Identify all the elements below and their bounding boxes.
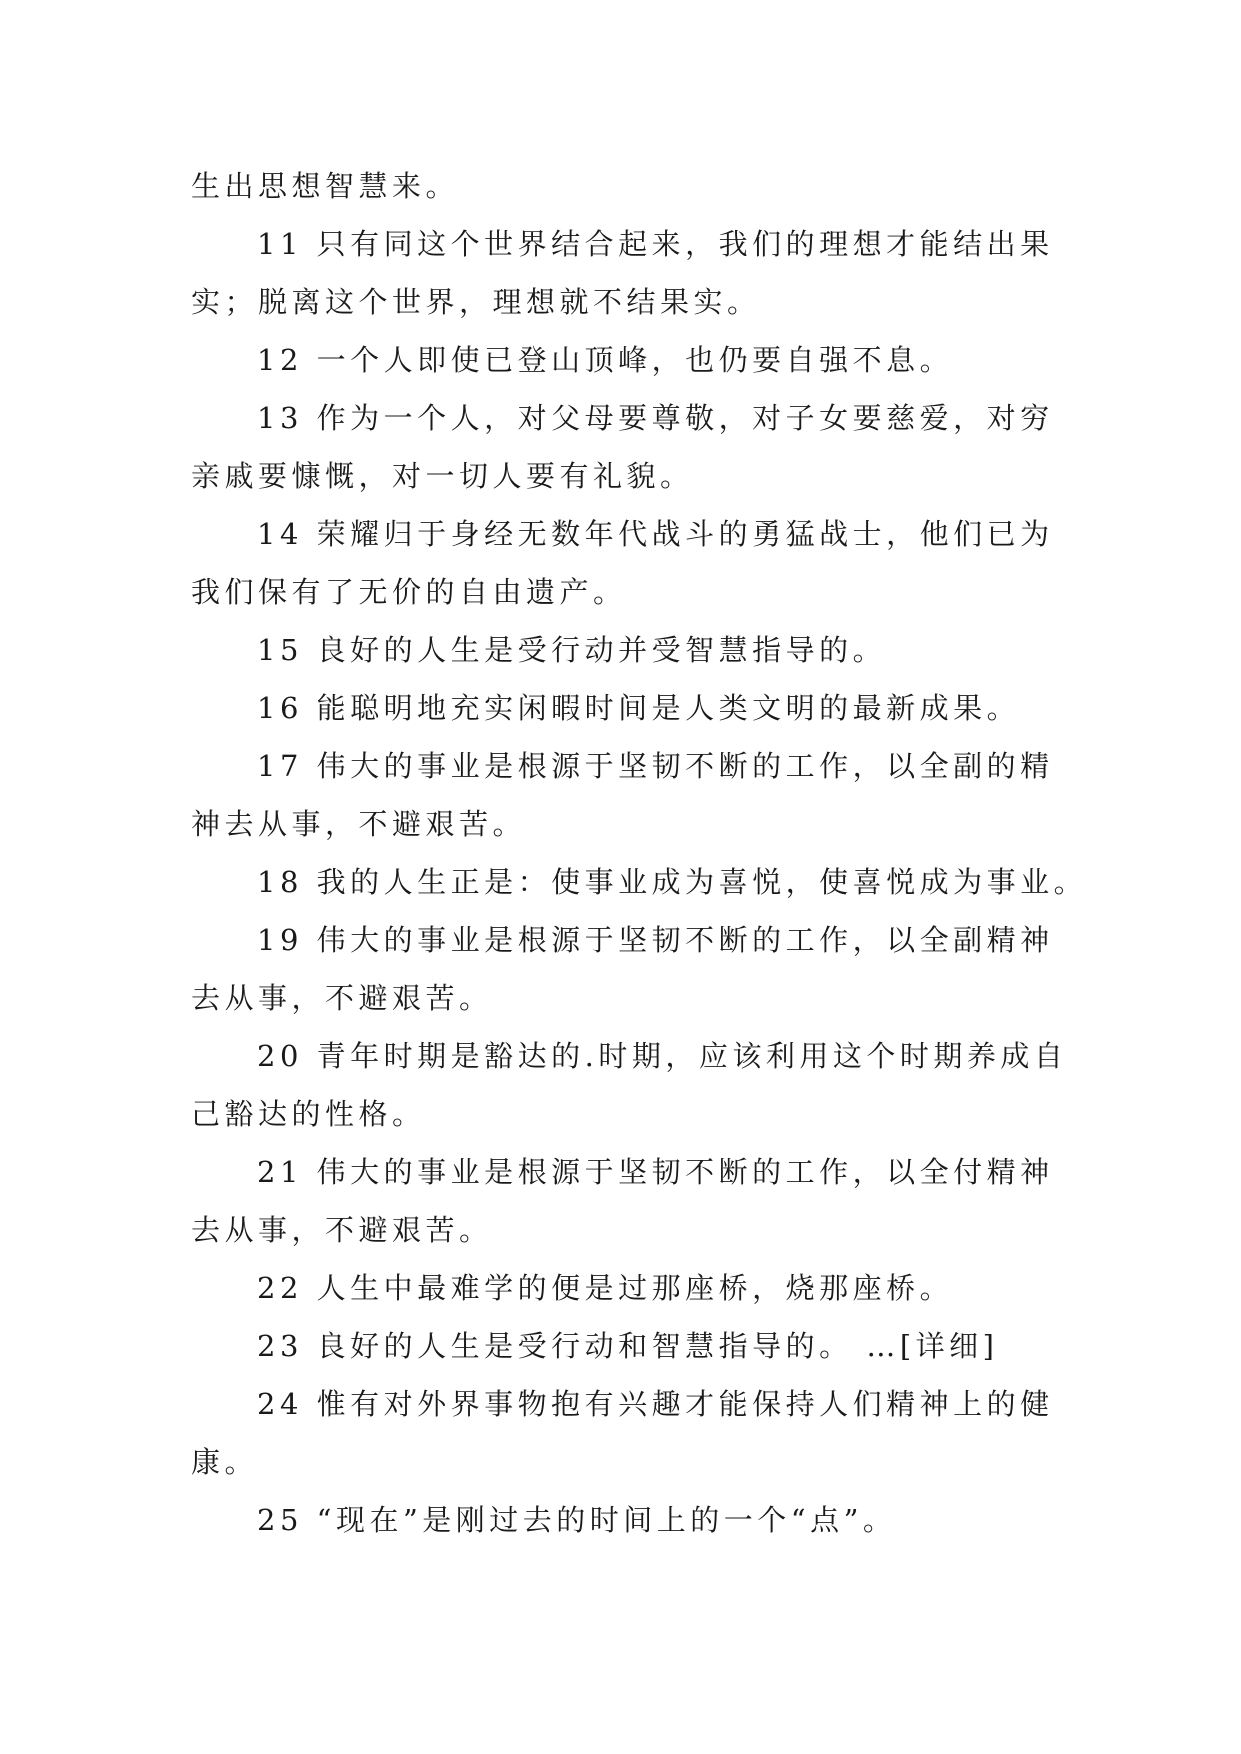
paragraph-line: 亲戚要慷慨，对一切人要有礼貌。 bbox=[191, 459, 694, 493]
paragraph bbox=[191, 911, 1061, 1027]
paragraph-line: 去从事，不避艰苦。 bbox=[191, 1213, 493, 1247]
paragraph-line: 20 青年时期是豁达的.时期，应该利用这个时期养成自 bbox=[257, 1039, 1068, 1073]
paragraph-line: 13 作为一个人，对父母要尊敬，对子女要慈爱，对穷 bbox=[257, 401, 1054, 435]
paragraph-line: 生出思想智慧来。 bbox=[191, 169, 460, 203]
paragraph bbox=[191, 1027, 1068, 1143]
paragraph bbox=[191, 505, 1061, 621]
paragraph-line: 15 良好的人生是受行动并受智慧指导的。 bbox=[257, 633, 887, 667]
paragraph-line: 17 伟大的事业是根源于坚韧不断的工作，以全副的精 bbox=[257, 749, 1054, 783]
paragraph bbox=[191, 389, 1061, 505]
paragraph-line: 18 我的人生正是：使事业成为喜悦，使喜悦成为事业。 bbox=[257, 865, 1088, 899]
paragraph-line: 去从事，不避艰苦。 bbox=[191, 981, 493, 1015]
paragraph-line: 24 惟有对外界事物抱有兴趣才能保持人们精神上的健 bbox=[257, 1387, 1054, 1421]
paragraph-line: 神去从事，不避艰苦。 bbox=[191, 807, 527, 841]
paragraph bbox=[191, 1143, 1061, 1259]
paragraph-line: 11 只有同这个世界结合起来，我们的理想才能结出果 bbox=[257, 227, 1054, 261]
paragraph-line: 22 人生中最难学的便是过那座桥，烧那座桥。 bbox=[257, 1271, 954, 1305]
paragraph-line: 我们保有了无价的自由遗产。 bbox=[191, 575, 627, 609]
paragraph-line: 12 一个人即使已登山顶峰，也仍要自强不息。 bbox=[257, 343, 954, 377]
paragraph-line: 23 良好的人生是受行动和智慧指导的。 …[详细] bbox=[257, 1329, 999, 1363]
paragraph-line: 实；脱离这个世界，理想就不结果实。 bbox=[191, 285, 761, 319]
paragraph-line: 25 “现在”是刚过去的时间上的一个“点”。 bbox=[257, 1503, 897, 1537]
paragraph bbox=[191, 215, 1061, 331]
paragraph bbox=[191, 853, 1088, 911]
paragraph bbox=[191, 621, 1061, 679]
paragraph-line: 16 能聪明地充实闲暇时间是人类文明的最新成果。 bbox=[257, 691, 1021, 725]
paragraph bbox=[191, 1491, 1061, 1549]
paragraph bbox=[191, 1317, 1061, 1375]
paragraph bbox=[191, 157, 1061, 215]
paragraph-line: 21 伟大的事业是根源于坚韧不断的工作，以全付精神 bbox=[257, 1155, 1054, 1189]
document-body bbox=[191, 157, 1088, 1549]
paragraph-line: 19 伟大的事业是根源于坚韧不断的工作，以全副精神 bbox=[257, 923, 1054, 957]
paragraph-line: 14 荣耀归于身经无数年代战斗的勇猛战士，他们已为 bbox=[257, 517, 1054, 551]
paragraph bbox=[191, 1375, 1061, 1491]
paragraph-line: 己豁达的性格。 bbox=[191, 1097, 426, 1131]
paragraph bbox=[191, 737, 1061, 853]
paragraph bbox=[191, 1259, 1061, 1317]
paragraph bbox=[191, 679, 1061, 737]
paragraph-line: 康。 bbox=[191, 1445, 259, 1479]
paragraph bbox=[191, 331, 1061, 389]
